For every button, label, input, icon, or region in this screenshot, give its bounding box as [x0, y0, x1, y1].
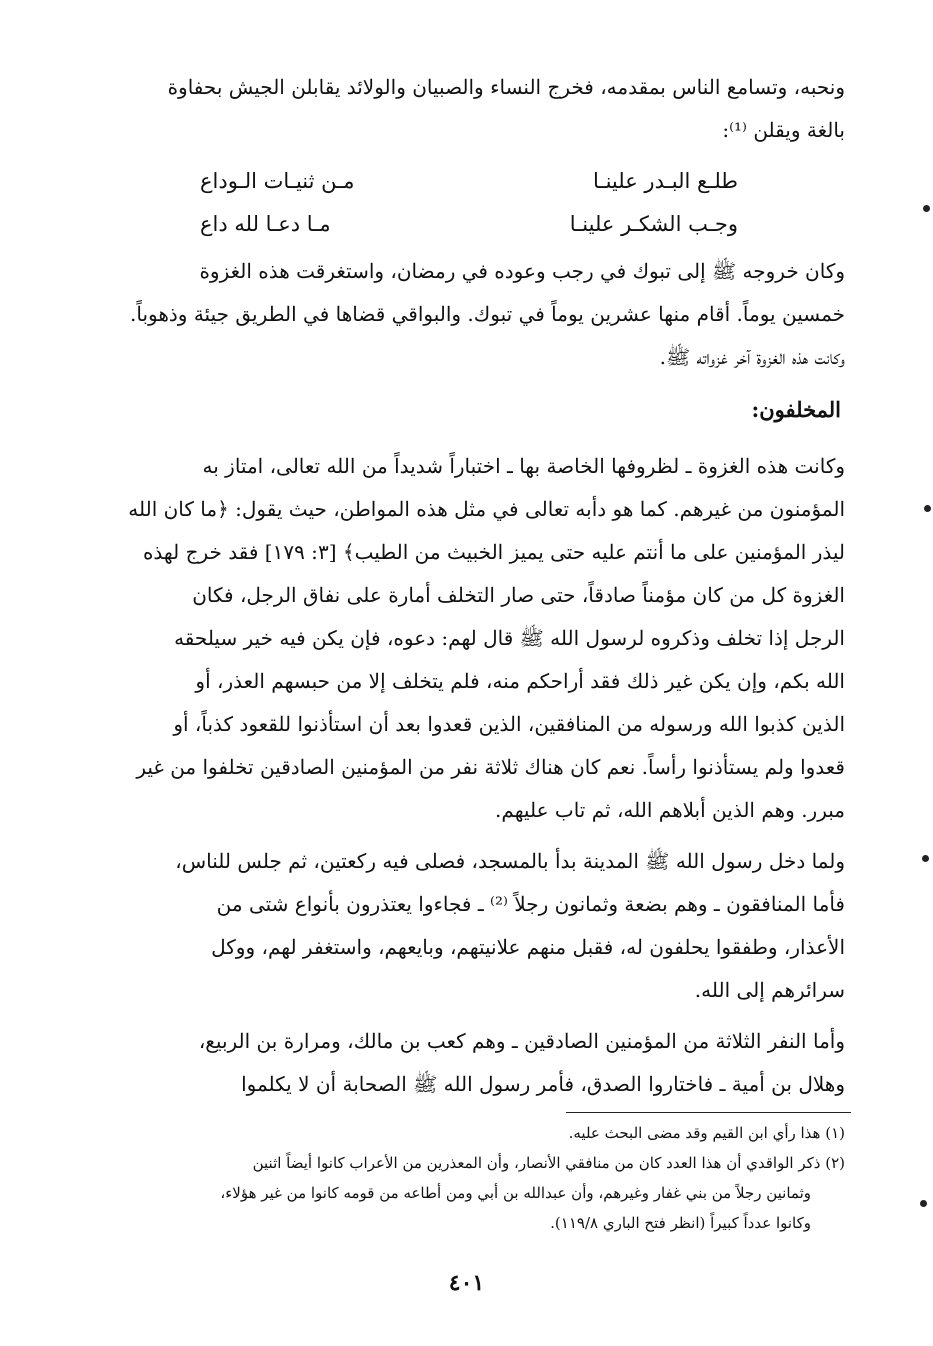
text-line: قعدوا ولم يستأذنوا رأساً. نعم كان هناك ثلاثة نفر من المؤمنين الصادقين تخلفوا من غير — [136, 755, 845, 779]
text-line: الغزوة كل من كان مؤمناً صادقاً، حتى صار التخلف أمارة على نفاق الرجل، فكان — [192, 583, 845, 607]
verse-2-second-hemistich: مـا دعـا لله داع — [200, 212, 331, 236]
page-number: ٤٠١ — [448, 1270, 485, 1296]
poem — [0, 160, 933, 246]
footnote-2: (٢) ذكر الواقدي أن هذا العدد كان من منافقي الأنصار، وأن المعذرين من الأعراب كانوا أيضاً اثنين — [252, 1154, 845, 1172]
text-line: وكانت هذه الغزوة آخر غزواته ﷺ. — [659, 345, 845, 369]
intro-paragraph — [110, 66, 845, 152]
paragraph-three-believers — [110, 1020, 845, 1106]
footnotes — [105, 1118, 845, 1238]
verse-2-first-hemistich: وجـب الشكـر علينـا — [569, 212, 738, 236]
text-line: الأعذار، وطفقوا يحلفون له، فقبل منهم علانيتهم، وبايعهم، واستغفر لهم، ووكل — [211, 935, 845, 959]
text-line: مبرر. وهم الذين أبلاهم الله، ثم تاب عليهم. — [495, 798, 845, 822]
paragraph-campaign-duration — [110, 250, 845, 379]
text-line: المؤمنون من غيرهم. كما هو دأبه تعالى في مثل هذه المواطن، حيث يقول: ﴿ما كان الله — [128, 497, 845, 521]
text-line: ليذر المؤمنين على ما أنتم عليه حتى يميز الخبيث من الطيب﴾ [٣: ١٧٩] فقد خرج لهذه — [142, 540, 845, 564]
paragraph-hypocrites — [110, 840, 845, 1012]
verse-1-second-hemistich: مـن ثنيـات الـوداع — [200, 169, 355, 193]
text-line: وكانت هذه الغزوة ـ لظروفها الخاصة بها ـ اختباراً شديداً من الله تعالى، امتاز به — [202, 454, 845, 478]
footnote-1: (١) هذا رأي ابن القيم وقد مضى البحث عليه. — [568, 1124, 845, 1142]
scan-speck — [923, 205, 930, 212]
scan-speck — [924, 505, 931, 512]
text-line: ونحبه، وتسامع الناس بمقدمه، فخرج النساء والصبيان والولائد يقابلن الجيش بحفاوة — [167, 75, 845, 99]
text-line: وأما النفر الثلاثة من المؤمنين الصادقين ـ وهم كعب بن مالك، ومرارة بن الربيع، — [198, 1029, 845, 1053]
section-heading: المخلفون: — [751, 397, 841, 422]
text-line: الله بكم، وإن يكن غير ذلك فقد أراحكم منه، فلم يتخلف إلا من حبسهم العذر، أو — [195, 669, 845, 693]
scan-speck — [922, 855, 929, 862]
verse-1-first-hemistich: طلـع البـدر علينـا — [593, 169, 738, 193]
footnote-2-continuation: وثمانين رجلاً من بني غفار وغيرهم، وأن عبدالله بن أبي ومن أطاعه من قومه كانوا من غير هؤلاء، — [220, 1184, 811, 1202]
text-line: بالغة ويقلن ⁽¹⁾: — [722, 118, 845, 142]
text-line: الذين كذبوا الله ورسوله من المنافقين، الذين قعدوا بعد أن استأذنوا للقعود كذباً، أو — [173, 712, 845, 736]
footnote-divider — [566, 1112, 851, 1113]
text-line: الرجل إذا تخلف وذكروه لرسول الله ﷺ قال لهم: دعوه، فإن يكن فيه خير سيلحقه — [174, 626, 845, 650]
footnote-2-continuation: وكانوا عدداً كبيراً (انظر فتح الباري ١١٩/٨). — [550, 1214, 811, 1232]
text-line: وهلال بن أمية ـ فاختاروا الصدق، فأمر رسول الله ﷺ الصحابة أن لا يكلموا — [241, 1072, 845, 1096]
scan-speck — [920, 1200, 927, 1207]
text-line: سرائرهم إلى الله. — [694, 978, 845, 1002]
text-line: فأما المنافقون ـ وهم بضعة وثمانون رجلاً ⁽²⁾ ـ فجاءوا يعتذرون بأنواع شتى من — [216, 892, 845, 916]
text-line: وكان خروجه ﷺ إلى تبوك في رجب وعوده في رمضان، واستغرقت هذه الغزوة — [199, 259, 845, 283]
text-line: ولما دخل رسول الله ﷺ المدينة بدأ بالمسجد، فصلى فيه ركعتين، ثم جلس للناس، — [175, 849, 845, 873]
paragraph-those-left-behind — [110, 445, 845, 832]
text-line: خمسين يوماً. أقام منها عشرين يوماً في تبوك. والبواقي قضاها في الطريق جيئة وذهوباً. — [130, 302, 845, 326]
